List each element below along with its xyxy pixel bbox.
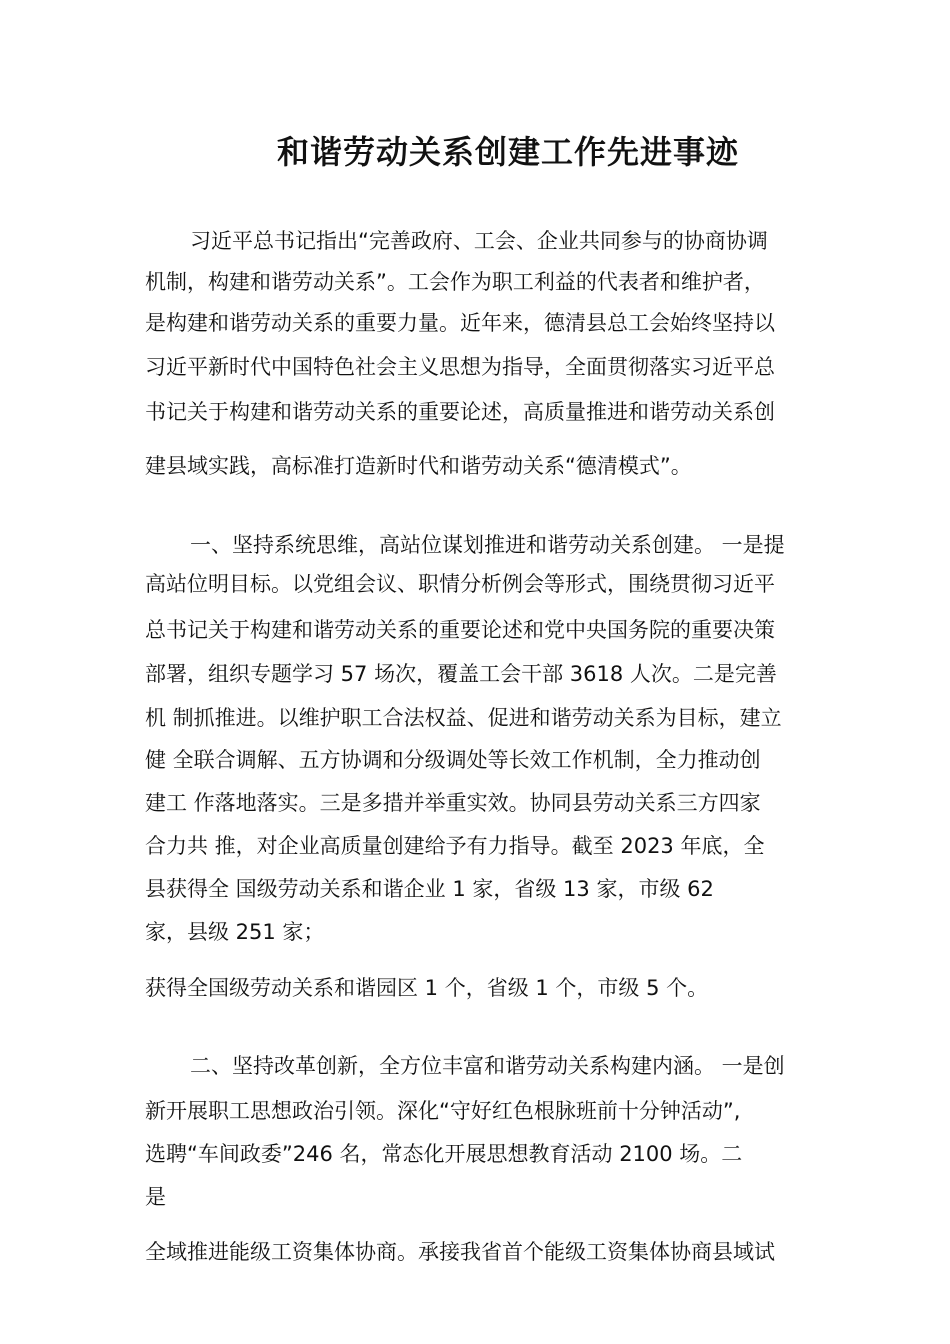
paragraph-2-line-4: 部署，组织专题学习 57 场次，覆盖工会干部 3618 人次。二是完善 (145, 662, 777, 686)
paragraph-1-line-2: 机制，构建和谐劳动关系”。工会作为职工利益的代表者和维护者， (145, 270, 765, 294)
paragraph-2-line-10: 家，县级 251 家； (145, 920, 325, 944)
paragraph-2-line-8: 合力共 推，对企业高质量创建给予有力指导。截至 2023 年底，全 (145, 834, 765, 858)
paragraph-1-line-3: 是构建和谐劳动关系的重要力量。近年来，德清县总工会始终坚持以 (145, 311, 775, 335)
paragraph-3-line-1: 获得全国级劳动关系和谐园区 1 个，省级 1 个，市级 5 个。 (145, 976, 709, 1000)
paragraph-2-line-6: 健 全联合调解、五方协调和分级调处等长效工作机制，全力推动创 (145, 748, 761, 772)
paragraph-5-line-1: 全域推进能级工资集体协商。承接我省首个能级工资集体协商县域试 (145, 1240, 775, 1264)
paragraph-4-line-2: 新开展职工思想政治引领。深化“守好红色根脉班前十分钟活动”, (145, 1099, 741, 1123)
paragraph-4-line-4: 是 (145, 1185, 166, 1209)
paragraph-1-line-1: 习近平总书记指出“完善政府、工会、企业共同参与的协商协调 (190, 229, 768, 253)
paragraph-2-line-1: 一、坚持系统思维，高站位谋划推进和谐劳动关系创建。 一是提 (190, 533, 785, 557)
paragraph-2-line-5: 机 制抓推进。以维护职工合法权益、促进和谐劳动关系为目标，建立 (145, 706, 782, 730)
paragraph-4-line-3: 选聘“车间政委”246 名，常态化开展思想教育活动 2100 场。二 (145, 1142, 743, 1166)
paragraph-2-line-7: 建工 作落地落实。三是多措并举重实效。协同县劳动关系三方四家 (145, 791, 761, 815)
paragraph-2-line-9: 县获得全 国级劳动关系和谐企业 1 家，省级 13 家，市级 62 (145, 877, 714, 901)
paragraph-1-line-6: 建县域实践，高标准打造新时代和谐劳动关系“德清模式”。 (145, 454, 692, 478)
paragraph-1-line-5: 书记关于构建和谐劳动关系的重要论述，高质量推进和谐劳动关系创 (145, 400, 775, 424)
paragraph-1-line-4: 习近平新时代中国特色社会主义思想为指导，全面贯彻落实习近平总 (145, 355, 775, 379)
paragraph-2-line-3: 总书记关于构建和谐劳动关系的重要论述和党中央国务院的重要决策 (145, 618, 775, 642)
document-title: 和谐劳动关系创建工作先进事迹 (276, 133, 739, 171)
paragraph-2-line-2: 高站位明目标。以党组会议、职情分析例会等形式，围绕贯彻习近平 (145, 572, 775, 596)
paragraph-4-line-1: 二、坚持改革创新，全方位丰富和谐劳动关系构建内涵。 一是创 (190, 1054, 785, 1078)
